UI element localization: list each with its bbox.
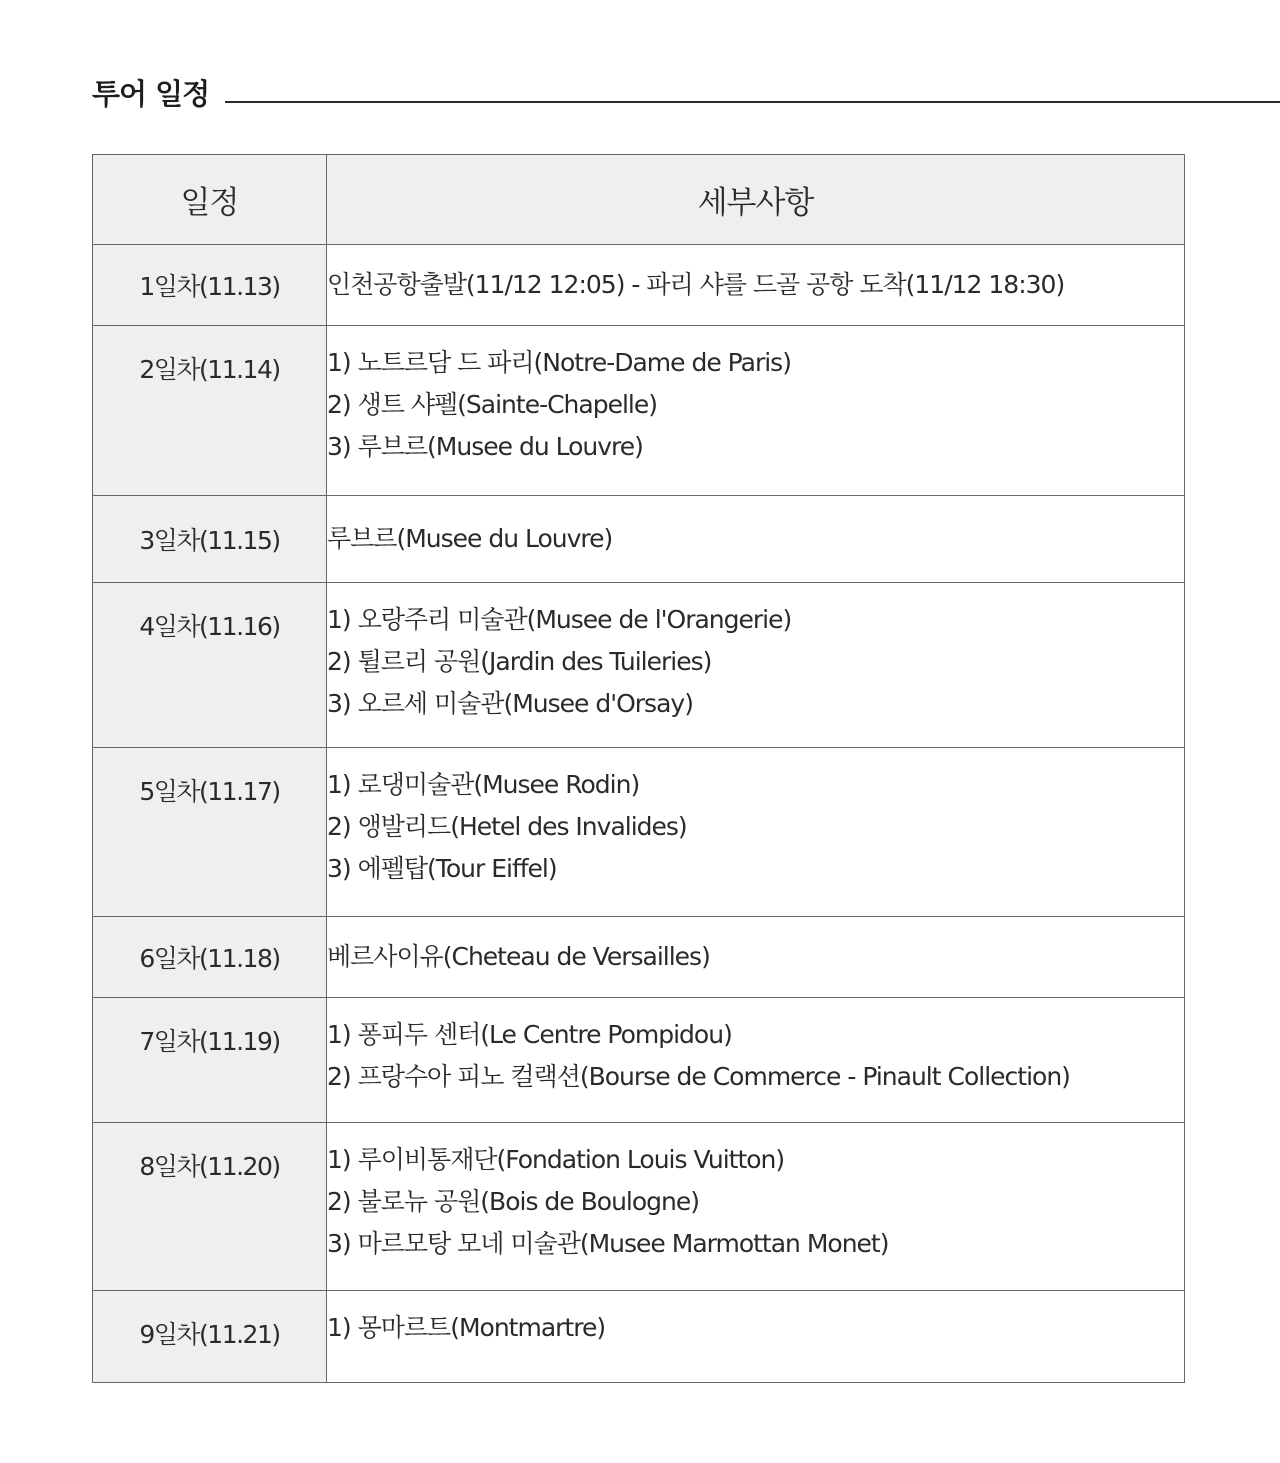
table-row <box>93 496 1185 583</box>
day-cell <box>93 326 327 496</box>
day-label: 8일차(11.20) <box>139 1152 280 1181</box>
detail-cell <box>327 245 1185 326</box>
table-row <box>93 748 1185 917</box>
section-header <box>92 70 1280 110</box>
detail-line: 1) 퐁피두 센터(Le Centre Pompidou) <box>327 1020 732 1049</box>
table-row <box>93 998 1185 1123</box>
table-row <box>93 1123 1185 1291</box>
day-label: 5일차(11.17) <box>139 777 280 806</box>
header-schedule: 일정 <box>93 155 327 245</box>
detail-cell <box>327 917 1185 998</box>
detail-line: 인천공항출발(11/12 12:05) - 파리 샤를 드골 공항 도착(11/12 18:30) <box>327 270 1065 299</box>
section-divider <box>225 101 1280 103</box>
detail-cell <box>327 998 1185 1123</box>
detail-line: 3) 에펠탑(Tour Eiffel) <box>327 854 557 883</box>
detail-line: 1) 루이비통재단(Fondation Louis Vuitton) <box>327 1145 785 1174</box>
day-cell <box>93 748 327 917</box>
day-cell <box>93 998 327 1123</box>
day-label: 9일차(11.21) <box>139 1320 280 1349</box>
day-cell <box>93 1291 327 1383</box>
day-cell: 3일차(11.15) <box>93 496 327 583</box>
detail-line: 2) 튈르리 공원(Jardin des Tuileries) <box>327 647 712 676</box>
detail-line: 3) 루브르(Musee du Louvre) <box>327 432 643 461</box>
detail-line: 2) 불로뉴 공원(Bois de Boulogne) <box>327 1187 699 1216</box>
detail-cell <box>327 1291 1185 1383</box>
day-cell: 1일차(11.13) <box>93 245 327 326</box>
detail-line: 1) 오랑주리 미술관(Musee de l'Orangerie) <box>327 605 792 634</box>
detail-cell <box>327 326 1185 496</box>
day-cell: 6일차(11.18) <box>93 917 327 998</box>
detail-line: 2) 앵발리드(Hetel des Invalides) <box>327 812 687 841</box>
table-row <box>93 583 1185 748</box>
detail-line: 2) 프랑수아 피노 컬랙션(Bourse de Commerce - Pinault Collection) <box>327 1062 1070 1091</box>
day-cell <box>93 583 327 748</box>
detail-line: 1) 로댕미술관(Musee Rodin) <box>327 770 640 799</box>
detail-cell <box>327 1123 1185 1291</box>
day-label: 2일차(11.14) <box>139 355 280 384</box>
table-header-row <box>93 155 1185 245</box>
detail-line: 루브르(Musee du Louvre) <box>327 524 613 553</box>
detail-line: 3) 오르세 미술관(Musee d'Orsay) <box>327 689 693 718</box>
tour-schedule-table <box>92 154 1185 1383</box>
detail-line: 3) 마르모탕 모네 미술관(Musee Marmottan Monet) <box>327 1229 889 1258</box>
detail-line: 1) 몽마르트(Montmartre) <box>327 1313 606 1342</box>
detail-cell <box>327 583 1185 748</box>
table-row <box>93 245 1185 326</box>
section-title: 투어 일정 <box>92 77 210 111</box>
table-row <box>93 917 1185 998</box>
table-row <box>93 326 1185 496</box>
day-label: 7일차(11.19) <box>139 1027 280 1056</box>
detail-line: 베르사이유(Cheteau de Versailles) <box>327 942 710 971</box>
detail-cell <box>327 748 1185 917</box>
day-label: 4일차(11.16) <box>139 612 280 641</box>
header-details: 세부사항 <box>327 155 1185 245</box>
table-row <box>93 1291 1185 1383</box>
detail-line: 2) 생트 샤펠(Sainte-Chapelle) <box>327 390 657 419</box>
detail-cell <box>327 496 1185 583</box>
day-cell <box>93 1123 327 1291</box>
detail-line: 1) 노트르담 드 파리(Notre-Dame de Paris) <box>327 348 791 377</box>
